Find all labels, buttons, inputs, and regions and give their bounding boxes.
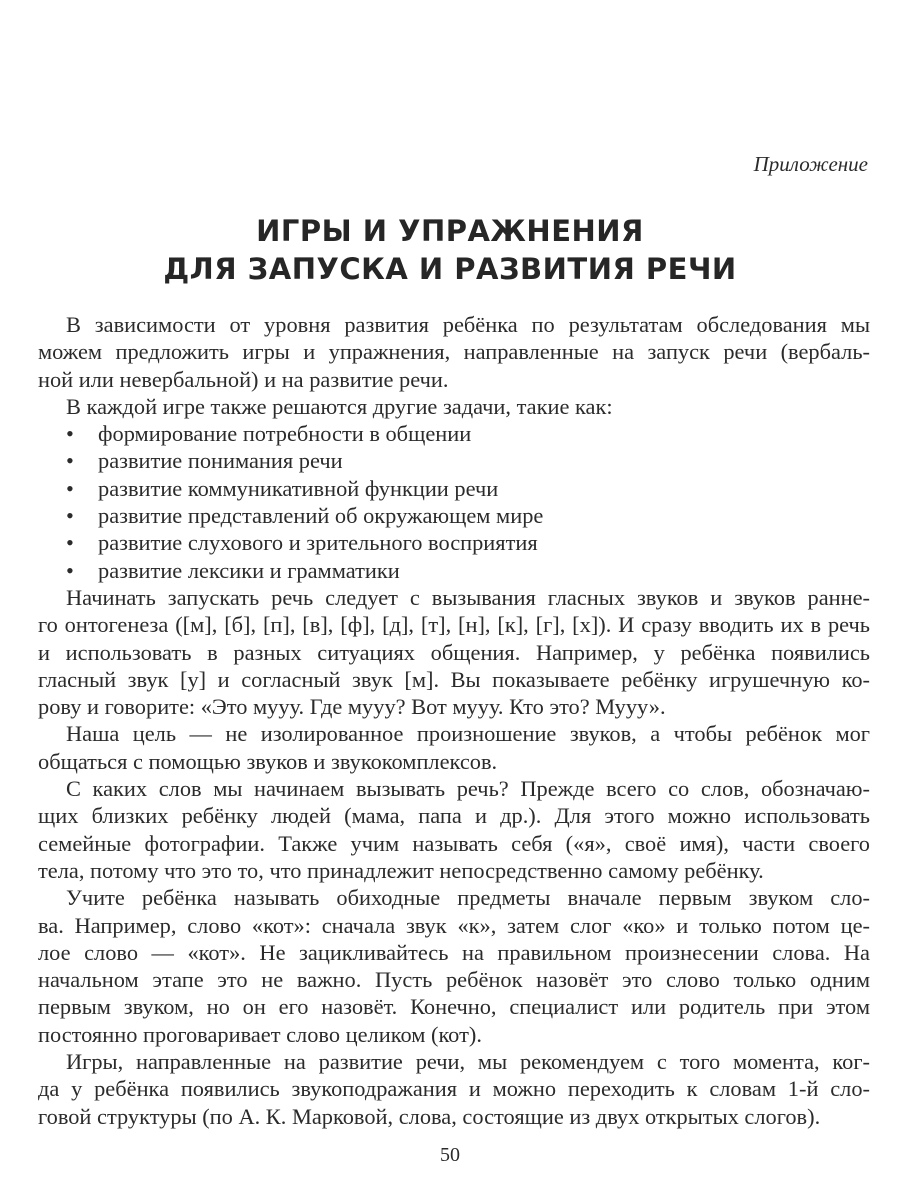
- section-label: Приложение: [753, 152, 868, 176]
- bullet-icon: •: [66, 530, 74, 556]
- list-item: • развитие слухового и зрительного восприятия: [66, 530, 538, 556]
- task-list: [38, 420, 870, 584]
- text-line: Наша цель — не изолированное произношение звуков, а чтобы ребёнок мог: [66, 721, 870, 747]
- text-line: ва. Например, слово «кот»: сначала звук «к», затем слог «ко» и только потом це-: [38, 912, 870, 938]
- paragraph-intro: [38, 311, 870, 393]
- text-line: Игры, направленные на развитие речи, мы рекомендуем с того момента, ког-: [66, 1049, 870, 1075]
- text-line: В каждой игре также решаются другие задачи, такие как:: [66, 393, 613, 419]
- list-item: • формирование потребности в общении: [66, 421, 472, 447]
- paragraph-objects: [38, 884, 870, 1048]
- text-line: тела, потому что это то, что принадлежит непосредственно самому ребёнку.: [38, 857, 764, 883]
- title-line-1: ИГРЫ И УПРАЖНЕНИЯ: [256, 214, 644, 248]
- paragraph-tasks: [38, 393, 870, 420]
- page-number: 50: [440, 1144, 460, 1166]
- bullet-icon: •: [66, 557, 74, 583]
- text-line: С каких слов мы начинаем вызывать речь? Прежде всего со слов, обозначаю-: [66, 776, 870, 802]
- bullet-icon: •: [66, 503, 74, 529]
- bullet-icon: •: [66, 421, 74, 447]
- body-text: [38, 311, 870, 1130]
- bullet-icon: •: [66, 448, 74, 474]
- paragraph-start-speech: [38, 584, 870, 720]
- paragraph-goal: [38, 720, 870, 775]
- text-line: го онтогенеза ([м], [б], [п], [в], [ф], [д], [т], [н], [к], [г], [х]). И сразу вводить их в речь: [38, 612, 870, 638]
- text-line: рову и говорите: «Это мууу. Где мууу? Вот мууу. Кто это? Мууу».: [38, 694, 666, 720]
- text-line: семейные фотографии. Также учим называть себя («я», своё имя), части своего: [38, 830, 870, 856]
- list-item: • развитие представлений об окружающем мире: [66, 503, 544, 529]
- page-title: [0, 212, 900, 288]
- text-line: общаться с помощью звуков и звукокомплексов.: [38, 748, 498, 774]
- list-item: • развитие понимания речи: [66, 448, 343, 474]
- text-line: Учите ребёнка называть обиходные предметы вначале первым звуком сло-: [66, 885, 870, 911]
- bullet-icon: •: [66, 475, 74, 501]
- list-item: • развитие лексики и грамматики: [66, 557, 400, 583]
- list-item: • развитие коммуникативной функции речи: [66, 475, 499, 501]
- paragraph-first-words: [38, 775, 870, 884]
- paragraph-games: [38, 1048, 870, 1130]
- text-line: да у ребёнка появились звукоподражания и можно переходить к словам 1-й сло-: [38, 1076, 870, 1102]
- text-line: постоянно проговаривает слово целиком (кот).: [38, 1021, 482, 1047]
- text-line: гласный звук [у] и согласный звук [м]. Вы показываете ребёнку игрушечную ко-: [38, 666, 870, 692]
- text-line: В зависимости от уровня развития ребёнка по результатам обследования мы: [66, 312, 870, 337]
- text-line: ной или невербальной) и на развитие речи.: [38, 366, 449, 392]
- text-line: можем предложить игры и упражнения, направленные на запуск речи (вербаль-: [38, 339, 870, 365]
- text-line: начальном этапе это не важно. Пусть ребёнок назовёт это слово только одним: [38, 967, 870, 993]
- title-line-2: ДЛЯ ЗАПУСКА И РАЗВИТИЯ РЕЧИ: [163, 252, 737, 286]
- text-line: и использовать в разных ситуациях общения. Например, у ребёнка появились: [38, 639, 870, 665]
- text-line: говой структуры (по А. К. Марковой, слова, состоящие из двух открытых слогов).: [38, 1103, 821, 1129]
- text-line: лое слово — «кот». Не зацикливайтесь на правильном произнесении слова. На: [38, 939, 870, 965]
- text-line: первым звуком, но он его назовёт. Конечно, специалист или родитель при этом: [38, 994, 870, 1020]
- text-line: щих близких ребёнку людей (мама, папа и др.). Для этого можно использовать: [38, 803, 870, 829]
- text-line: Начинать запускать речь следует с вызывания гласных звуков и звуков ранне-: [66, 584, 870, 610]
